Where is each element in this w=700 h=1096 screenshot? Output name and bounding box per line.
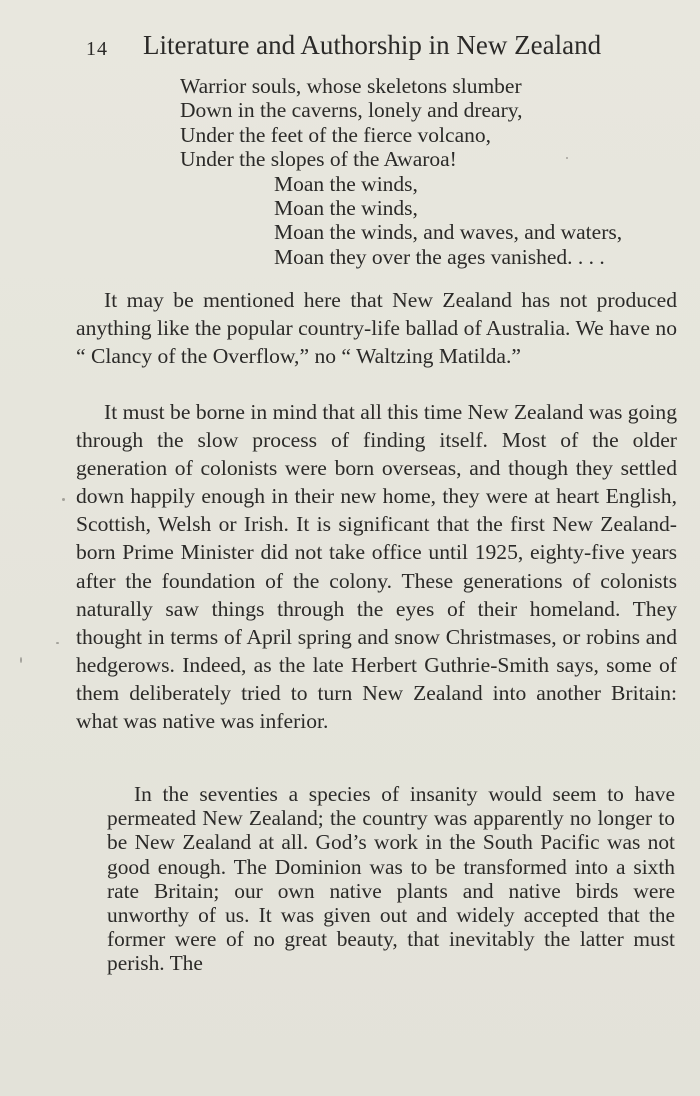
paper-speck (566, 157, 568, 159)
paper-speck (20, 657, 22, 663)
verse-refrain-line: Moan they over the ages vanished. . . . (274, 244, 605, 269)
paper-speck (62, 498, 65, 501)
verse-refrain-line: Moan the winds, (274, 195, 418, 220)
paper-speck (56, 642, 59, 644)
verse-block (180, 74, 680, 269)
verse-line: Down in the caverns, lonely and dreary, (180, 98, 523, 123)
verse-refrain-line: Moan the winds, (274, 171, 418, 196)
verse-line: Under the feet of the fierce volcano, (180, 122, 491, 147)
block-quote: In the seventies a species of insanity would seem to have permeated New Zealand; the country was apparently no longer to be New Zealand at all. God’s work in the South Pacific was not good enough. The Dominion was to be transformed into a sixth rate Britain; our own native plants and native birds were unworthy of us. It was given out and widely accepted that the former were of no great beauty, that inevitably the latter must perish. The (107, 782, 675, 976)
body-paragraph: It may be mentioned here that New Zealand has not produced anything like the popular country-life ballad of Australia. We have no “ Clancy of the Overflow,” no “ Waltzing Matilda.” (76, 288, 677, 369)
body-paragraph: It must be borne in mind that all this time New Zealand was going through the slow process of finding itself. Most of the older generation of colonists were born overseas, and though they settled down happily enough in their new home, they were at heart English, Scottish, Welsh or Irish. It is significant that the first New Zealand-born Prime Minister did not take office until 1925, eighty-five years after the foundation of the colony. These generations of colonists naturally saw things through the eyes of their homeland. They thought in terms of April spring and snow Christmases, or robins and hedgerows. Indeed, as the late Herbert Guthrie-Smith says, some of them deliberately tried to turn New Zealand into another Britain: what was native was inferior. (76, 400, 677, 734)
verse-line: Warrior souls, whose skeletons slumber (180, 74, 522, 98)
verse-line: Under the slopes of the Awaroa! (180, 147, 457, 172)
running-title: Literature and Authorship in New Zealand (143, 30, 602, 60)
page-header (86, 30, 686, 66)
verse-refrain-line: Moan the winds, and waves, and waters, (274, 220, 623, 245)
page-number: 14 (86, 38, 108, 60)
